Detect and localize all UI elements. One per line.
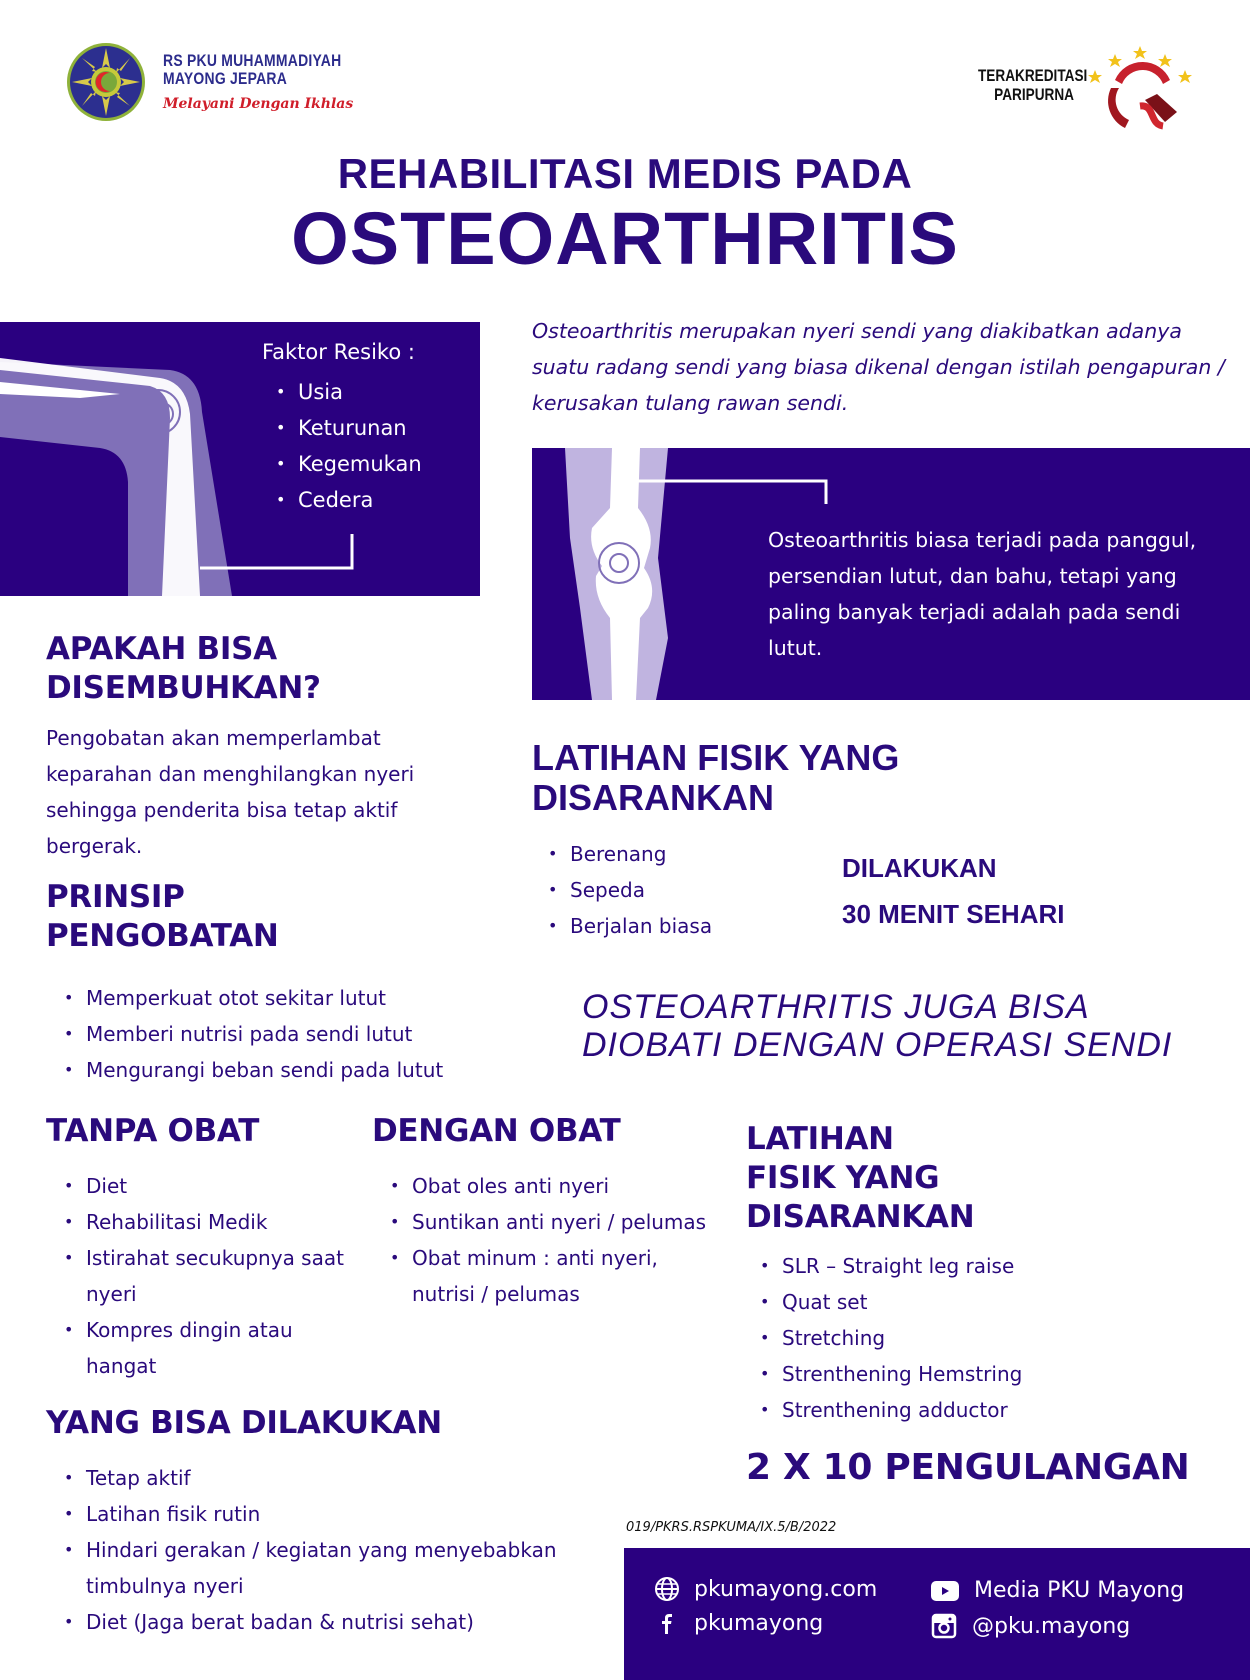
list-item: • Diet — [56, 1168, 356, 1204]
list-item: • Cedera — [276, 482, 422, 518]
facebook-icon — [654, 1610, 680, 1636]
principles-list — [56, 980, 443, 1088]
list-item: • Usia — [276, 374, 422, 410]
list-item: • Diet (Jaga berat badan & nutrisi sehat) — [56, 1604, 616, 1640]
risk-factors-list — [276, 374, 422, 518]
youtube-icon — [930, 1579, 960, 1603]
list-item: • Memperkuat otot sekitar lutut — [56, 980, 443, 1016]
list-item: • Strenthening adductor — [752, 1392, 1022, 1428]
intro-paragraph: Osteoarthritis merupakan nyeri sendi yang diakibatkan adanya suatu radang sendi yang biasa dikenal dengan istilah pengapuran / kerusakan tulang rawan sendi. — [532, 319, 1225, 415]
hospital-tagline: Melayani Dengan Ikhlas — [163, 96, 354, 112]
list-item: • Latihan fisik rutin — [56, 1496, 616, 1532]
repetition-note: 2 X 10 PENGULANGAN — [746, 1447, 1190, 1488]
general-exercise-heading: LATIHAN FISIK YANG DISARANKAN — [532, 737, 900, 818]
with-drugs-heading: DENGAN OBAT — [372, 1113, 621, 1149]
page-title-line1: REHABILITASI MEDIS PADA — [337, 150, 913, 197]
general-exercise-list — [540, 836, 712, 944]
accreditation-star-icon — [1085, 40, 1195, 140]
list-item: • Kompres dingin atau hangat — [56, 1312, 356, 1384]
knee-info-text: Osteoarthritis biasa terjadi pada panggul, persendian lutut, dan bahu, tetapi yang paling banyak terjadi adalah pada sendi lutut. — [768, 528, 1197, 660]
list-item: • Strenthening Hemstring — [752, 1356, 1022, 1392]
list-item: • SLR – Straight leg raise — [752, 1248, 1022, 1284]
list-item: • Berjalan biasa — [540, 908, 712, 944]
without-drugs-list — [56, 1168, 356, 1384]
instagram-link[interactable]: @pku.mayong — [930, 1612, 1130, 1640]
without-drugs-heading: TANPA OBAT — [46, 1113, 260, 1149]
principles-heading: PRINSIP PENGOBATAN — [46, 879, 279, 954]
list-item: • Tetap aktif — [56, 1460, 616, 1496]
list-item: • Quat set — [752, 1284, 1022, 1320]
list-item: • Istirahat secukupnya saat nyeri — [56, 1240, 356, 1312]
can-do-list — [56, 1460, 616, 1640]
page-title-main: OSTEOARTHRITIS — [291, 197, 959, 280]
facebook-link[interactable]: pkumayong — [654, 1610, 823, 1636]
website-link[interactable]: pkumayong.com — [654, 1576, 877, 1602]
list-item: • Sepeda — [540, 872, 712, 908]
list-item: • Keturunan — [276, 410, 422, 446]
list-item: • Rehabilitasi Medik — [56, 1204, 356, 1240]
list-item: • Hindari gerakan / kegiatan yang menyebabkan timbulnya nyeri — [56, 1532, 616, 1604]
instagram-icon — [930, 1612, 958, 1640]
list-item: • Obat oles anti nyeri — [382, 1168, 712, 1204]
list-item: • Obat minum : anti nyeri, nutrisi / pelumas — [382, 1240, 712, 1312]
list-item: • Memberi nutrisi pada sendi lutut — [56, 1016, 443, 1052]
hospital-name: RS PKU MUHAMMADIYAH MAYONG JEPARA — [163, 51, 342, 88]
specific-exercise-list — [752, 1248, 1022, 1428]
youtube-link[interactable]: Media PKU Mayong — [930, 1578, 1184, 1603]
specific-exercise-heading: LATIHAN FISIK YANG DISARANKAN — [746, 1121, 975, 1235]
globe-icon — [654, 1576, 680, 1602]
list-item: • Stretching — [752, 1320, 1022, 1356]
surgery-note: OSTEOARTHRITIS JUGA BISA DIOBATI DENGAN OPERASI SENDI — [582, 988, 1173, 1064]
accreditation-label: TERAKREDITASI PARIPURNA — [978, 66, 1088, 104]
curable-heading: APAKAH BISA DISEMBUHKAN? — [46, 631, 321, 706]
contact-footer — [624, 1548, 1250, 1680]
risk-factors-title: Faktor Resiko : — [262, 340, 415, 364]
list-item: • Berenang — [540, 836, 712, 872]
can-do-heading: YANG BISA DILAKUKAN — [46, 1405, 442, 1441]
exercise-duration-note: DILAKUKAN 30 MENIT SEHARI — [842, 853, 1065, 929]
list-item: • Mengurangi beban sendi pada lutut — [56, 1052, 443, 1088]
list-item: • Kegemukan — [276, 446, 422, 482]
hospital-logo-icon — [66, 42, 146, 122]
curable-text: Pengobatan akan memperlambat keparahan dan menghilangkan nyeri sehingga penderita bisa tetap aktif bergerak. — [46, 726, 415, 858]
document-number: 019/PKRS.RSPKUMA/IX.5/B/2022 — [626, 1520, 837, 1535]
with-drugs-list — [382, 1168, 712, 1312]
list-item: • Suntikan anti nyeri / pelumas — [382, 1204, 712, 1240]
